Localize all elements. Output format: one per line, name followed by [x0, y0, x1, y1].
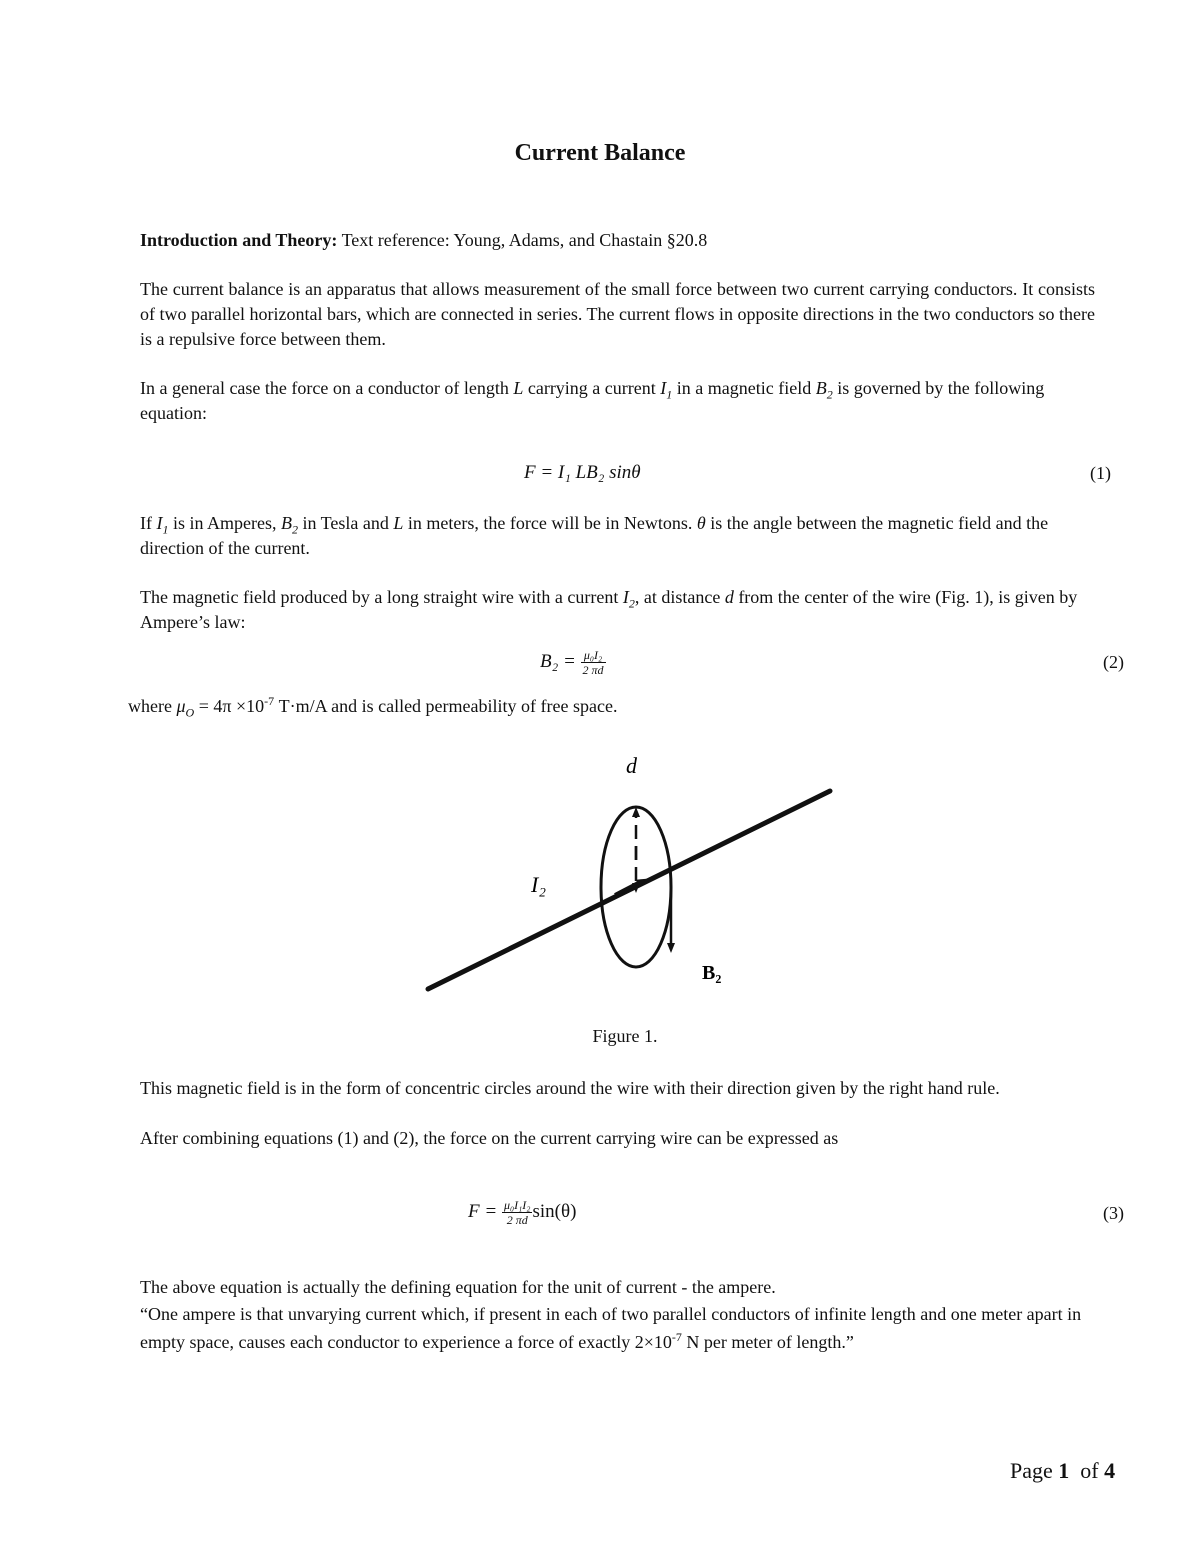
paragraph-units: If $I_1$ is in Amperes, $B_2$ in Tesla and L in meters, the force will be in Newtons. θ is the angle between the magnetic field and the direction of the current. — [140, 513, 1049, 558]
label-d: d — [626, 753, 637, 778]
figure-1 — [400, 740, 860, 1010]
paragraph-concentric: This magnetic field is in the form of concentric circles around the wire with their direction given by the right hand rule. — [140, 1078, 1000, 1098]
label-I2: I₂ — [531, 872, 546, 897]
paragraph-combining: After combining equations (1) and (2), the force on the current carrying wire can be expressed as — [140, 1128, 839, 1148]
label-B2: B₂ — [702, 962, 722, 984]
intro-line — [140, 228, 1095, 253]
equation-3-fraction: $\frac{\text{μ₀I₁I₂}}{2 \pi d}$ — [503, 1198, 531, 1227]
equation-2-fraction: $\frac{\text{μ₀I₂}}{2 \pi d}$ — [582, 648, 604, 677]
equation-2: B₂ = $\frac{\text{μ₀I₂}}{2 \pi d}$ — [540, 648, 604, 677]
paragraph-defining: The above equation is actually the defining equation for the unit of current - the ampere. — [140, 1277, 776, 1297]
paragraph-ampere-definition: “One ampere is that unvarying current which, if present in each of two parallel conductors of infinite length and one meter apart in empty space, causes each conductor to experience a force of exactly $2\times 10^{-7}$ N per meter of length.” — [140, 1304, 1082, 1352]
intro-heading: Introduction and Theory: — [140, 230, 338, 250]
paragraph-permeability: where $\mu_O = 4\pi \times 10^{-7}$ T·m/A and is called permeability of free space. — [128, 694, 618, 720]
equation-3: F = $\frac{\text{μ₀I₁I₂}}{2 \pi d}$ sin(θ) — [468, 1198, 577, 1227]
figure-caption: Figure 1. — [592, 1026, 658, 1046]
page-title: Current Balance — [514, 140, 686, 166]
intro-reference: Text reference: Young, Adams, and Chastain §20.8 — [337, 230, 708, 250]
paragraph-general-case: In a general case the force on a conductor of length L carrying a current $I_1$ in a magnetic field $B_2$ is governed by the following equation: — [140, 378, 1045, 423]
equation-3-number: (3) — [1103, 1203, 1124, 1223]
wire-field-diagram — [400, 740, 860, 1010]
equation-1: F = I₁ LB₂ sinθ — [524, 462, 641, 483]
wire-line — [428, 791, 830, 989]
paragraph-apparatus: The current balance is an apparatus that allows measurement of the small force between two current carrying conductors. It consists of two parallel horizontal bars, which are connected in series. The current flows in opposite directions in the two conductors so there is a repulsive force between them. — [140, 279, 1095, 349]
equation-2-number: (2) — [1103, 652, 1124, 672]
paragraph-ampere-law: The magnetic field produced by a long straight wire with a current $I_2$, at distance d from the center of the wire (Fig. 1), is given by Ampere’s law: — [140, 587, 1078, 632]
page-footer: Page 1 of 4 — [1010, 1458, 1116, 1483]
equation-1-number: (1) — [1090, 463, 1111, 483]
